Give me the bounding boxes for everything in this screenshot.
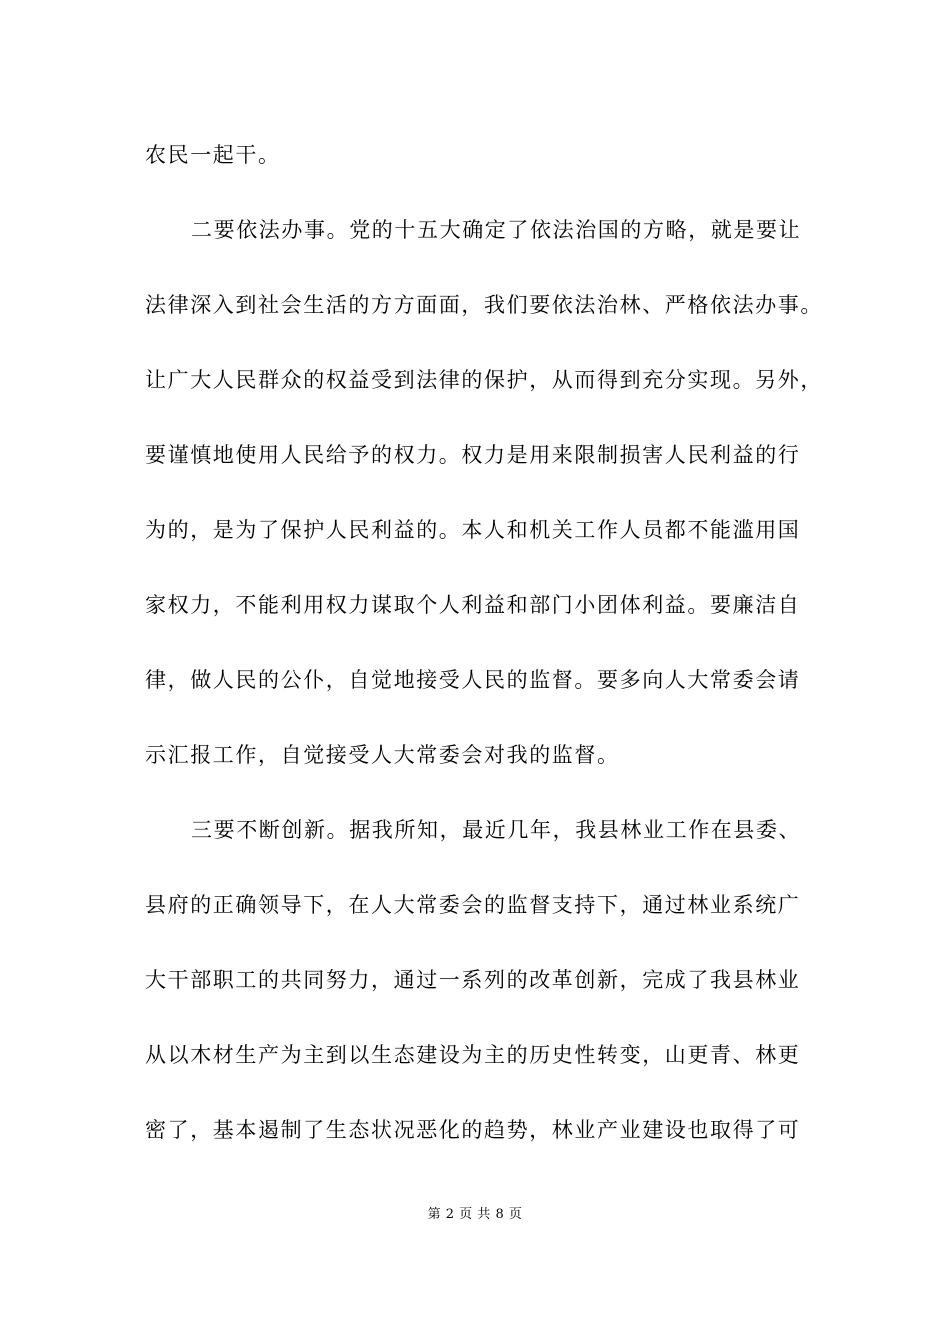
text-line: 法律深入到社会生活的方方面面，我们要依法治林、严格依法办事。: [145, 293, 823, 317]
text-line: 密了，基本遏制了生态状况恶化的趋势，林业产业建设也取得了可: [145, 1118, 801, 1142]
text-line: 从以木材生产为主到以生态建设为主的历史性转变，山更青、林更: [145, 1043, 801, 1067]
text-line: 农民一起干。: [145, 143, 281, 167]
text-line: 家权力，不能利用权力谋取个人利益和部门小团体利益。要廉洁自: [145, 593, 801, 617]
text-line: 县府的正确领导下，在人大常委会的监督支持下，通过林业系统广: [145, 893, 801, 917]
text-line: 要谨慎地使用人民给予的权力。权力是用来限制损害人民利益的行: [145, 443, 801, 467]
text-line: 为的，是为了保护人民利益的。本人和机关工作人员都不能滥用国: [145, 518, 801, 542]
text-line: 二要依法办事。党的十五大确定了依法治国的方略，就是要让: [191, 218, 802, 242]
text-line: 律，做人民的公仆，自觉地接受人民的监督。要多向人大常委会请: [145, 668, 801, 692]
text-line: 大干部职工的共同努力，通过一系列的改革创新，完成了我县林业: [145, 968, 801, 992]
text-line: 示汇报工作，自觉接受人大常委会对我的监督。: [145, 743, 620, 767]
text-line: 让广大人民群众的权益受到法律的保护，从而得到充分实现。另外，: [145, 368, 823, 392]
page-number: 第 2 页 共 8 页: [427, 1207, 523, 1222]
page-footer: [0, 1205, 950, 1225]
text-line: 三要不断创新。据我所知，最近几年，我县林业工作在县委、: [191, 818, 802, 842]
